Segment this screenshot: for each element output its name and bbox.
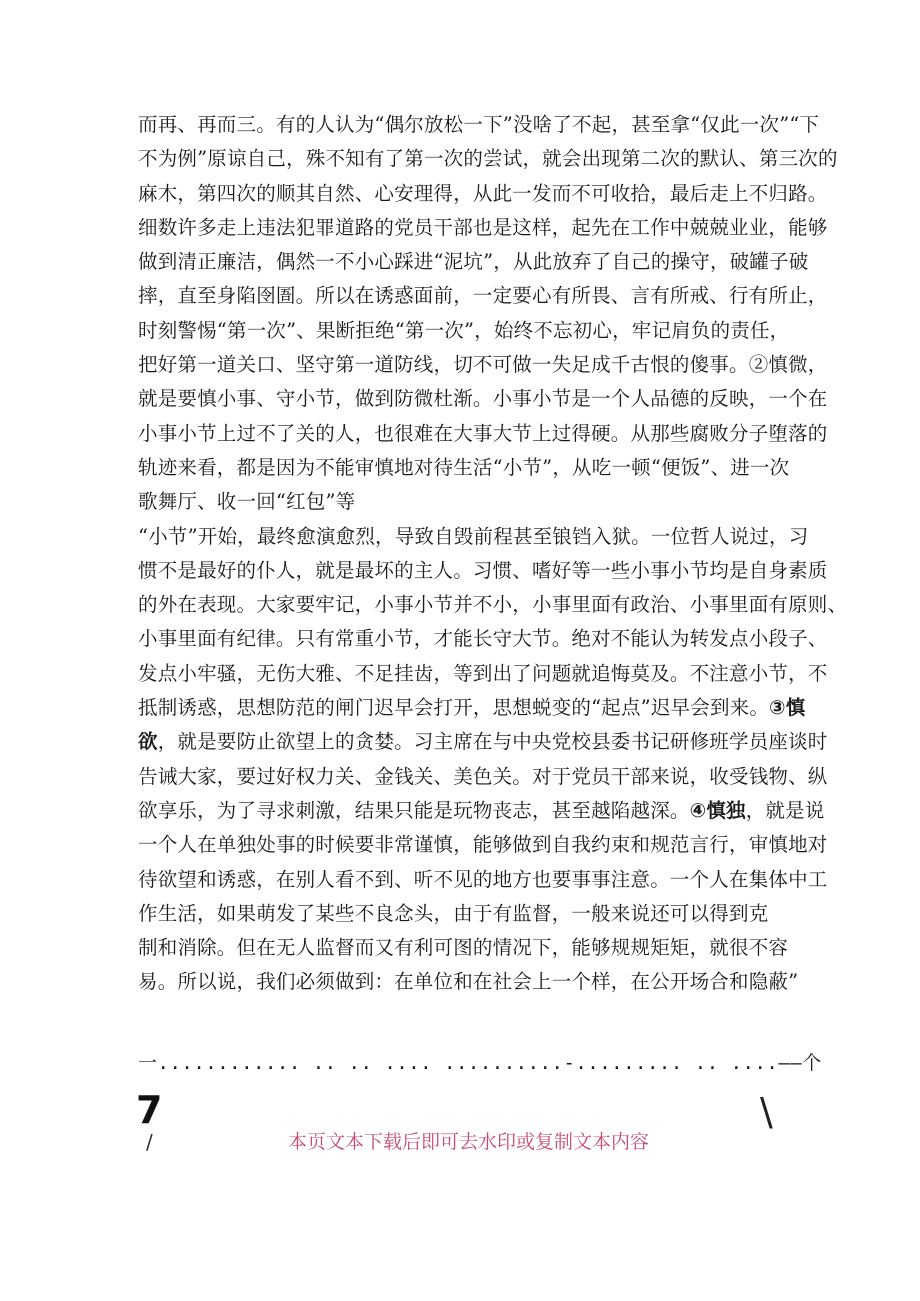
text-line: 易。所以说，我们必须做到：在单位和在社会上一个样，在公开场合和隐蔽” — [138, 970, 799, 994]
text-line: “小节”开始，最终愈演愈烈，导致自毁前程甚至锒铛入狱。一位哲人说过，习 — [138, 524, 809, 548]
text-line: 做到清正廉洁，偶然一不小心踩进“泥坑”，从此放弃了自己的操守，破罐子破 — [138, 250, 809, 274]
text-segment: 抵制诱惑，思想防范的闸门迟早会打开，思想蜕变的“起点”迟早会到来。 — [138, 696, 770, 720]
text-line: 待欲望和诱惑，在别人看不到、听不见的地方也要事事注意。一个人在集体中工 — [138, 867, 828, 891]
bold-heading-shenyu-1: ③慎 — [769, 696, 806, 720]
text-line: 麻木，第四次的顺其自然、心安理得，从此一发而不可收拾，最后走上不归路。 — [138, 181, 828, 205]
text-line — [138, 794, 825, 828]
text-segment: ，就是要防止欲望上的贪婪。习主席在与中央党校县委书记研修班学员座谈时 — [157, 730, 828, 754]
text-line: 一个人在单独处事的时候要非常谨慎，能够做到自我约束和规范言行，审慎地对 — [138, 833, 828, 857]
text-line: 歌舞厅、收一回“红包”等 — [138, 490, 356, 514]
text-line: 作生活，如果萌发了某些不良念头，由于有监督，一般来说还可以得到克 — [138, 901, 769, 925]
text-line: 惯不是最好的仆人，就是最坏的主人。习惯、嗜好等一些小事小节均是自身素质 — [138, 558, 828, 582]
dotted-leader-line: 一............ .. .. .... ..........-......... .. ....——个 — [138, 1052, 822, 1074]
text-line: 制和消除。但在无人监督而又有利可图的情况下，能够规规矩矩，就很不容 — [138, 936, 789, 960]
backslash-mark: \ — [760, 1090, 773, 1134]
page-number: 7 — [136, 1088, 163, 1132]
bold-heading-shenyu-2: 欲 — [138, 730, 158, 754]
text-line — [138, 691, 806, 725]
text-line: 的外在表现。大家要牢记，小事小节并不小，小事里面有政治、小事里面有原则、 — [138, 593, 848, 617]
text-line: 把好第一道关口、坚守第一道防线，切不可做一失足成千古恨的傻事。②慎微， — [138, 353, 828, 377]
watermark-removal-note[interactable]: 本页文本下载后即可去水印或复制文本内容 — [288, 1131, 650, 1153]
text-line: 发点小牢骚，无伤大雅、不足挂齿，等到出了问题就追悔莫及。不注意小节，不 — [138, 661, 828, 685]
text-line: 摔，直至身陷囹圄。所以在诱惑面前，一定要心有所畏、言有所戒、行有所止， — [138, 284, 828, 308]
text-line: 小事里面有纪律。只有常重小节，才能长守大节。绝对不能认为转发点小段子、 — [138, 627, 828, 651]
bold-heading-shendu: ④慎独 — [689, 798, 746, 822]
text-line: 告诫大家，要过好权力关、金钱关、美色关。对于党员干部来说，收受钱物、纵 — [138, 764, 828, 788]
text-line: 时刻警惕“第一次”、果断拒绝“第一次”，始终不忘初心，牢记肩负的责任， — [138, 318, 790, 342]
text-line: 不为例”原谅自己，殊不知有了第一次的尝试，就会出现第二次的默认、第三次的 — [138, 147, 838, 171]
text-line: 轨迹来看，都是因为不能审慎地对待生活“小节”，从吃一顿“便饭”、进一次 — [138, 455, 790, 479]
text-line: 细数许多走上违法犯罪道路的党员干部也是这样，起先在工作中兢兢业业，能够 — [138, 215, 828, 239]
text-line: 就是要慎小事、守小节，做到防微杜渐。小事小节是一个人品德的反映，一个在 — [138, 387, 828, 411]
text-segment: ，就是说 — [745, 798, 825, 822]
text-line: 而再、再而三。有的人认为“偶尔放松一下”没啥了不起，甚至拿“仅此一次”“下 — [138, 113, 820, 136]
slash-mark: / — [146, 1130, 153, 1154]
text-line: 小事小节上过不了关的人，也很难在大事大节上过得硬。从那些腐败分子堕落的 — [138, 421, 828, 445]
text-segment: 欲享乐，为了寻求刺激，结果只能是玩物丧志，甚至越陷越深。 — [138, 798, 690, 822]
text-line — [138, 725, 828, 759]
body-text — [138, 108, 848, 1000]
